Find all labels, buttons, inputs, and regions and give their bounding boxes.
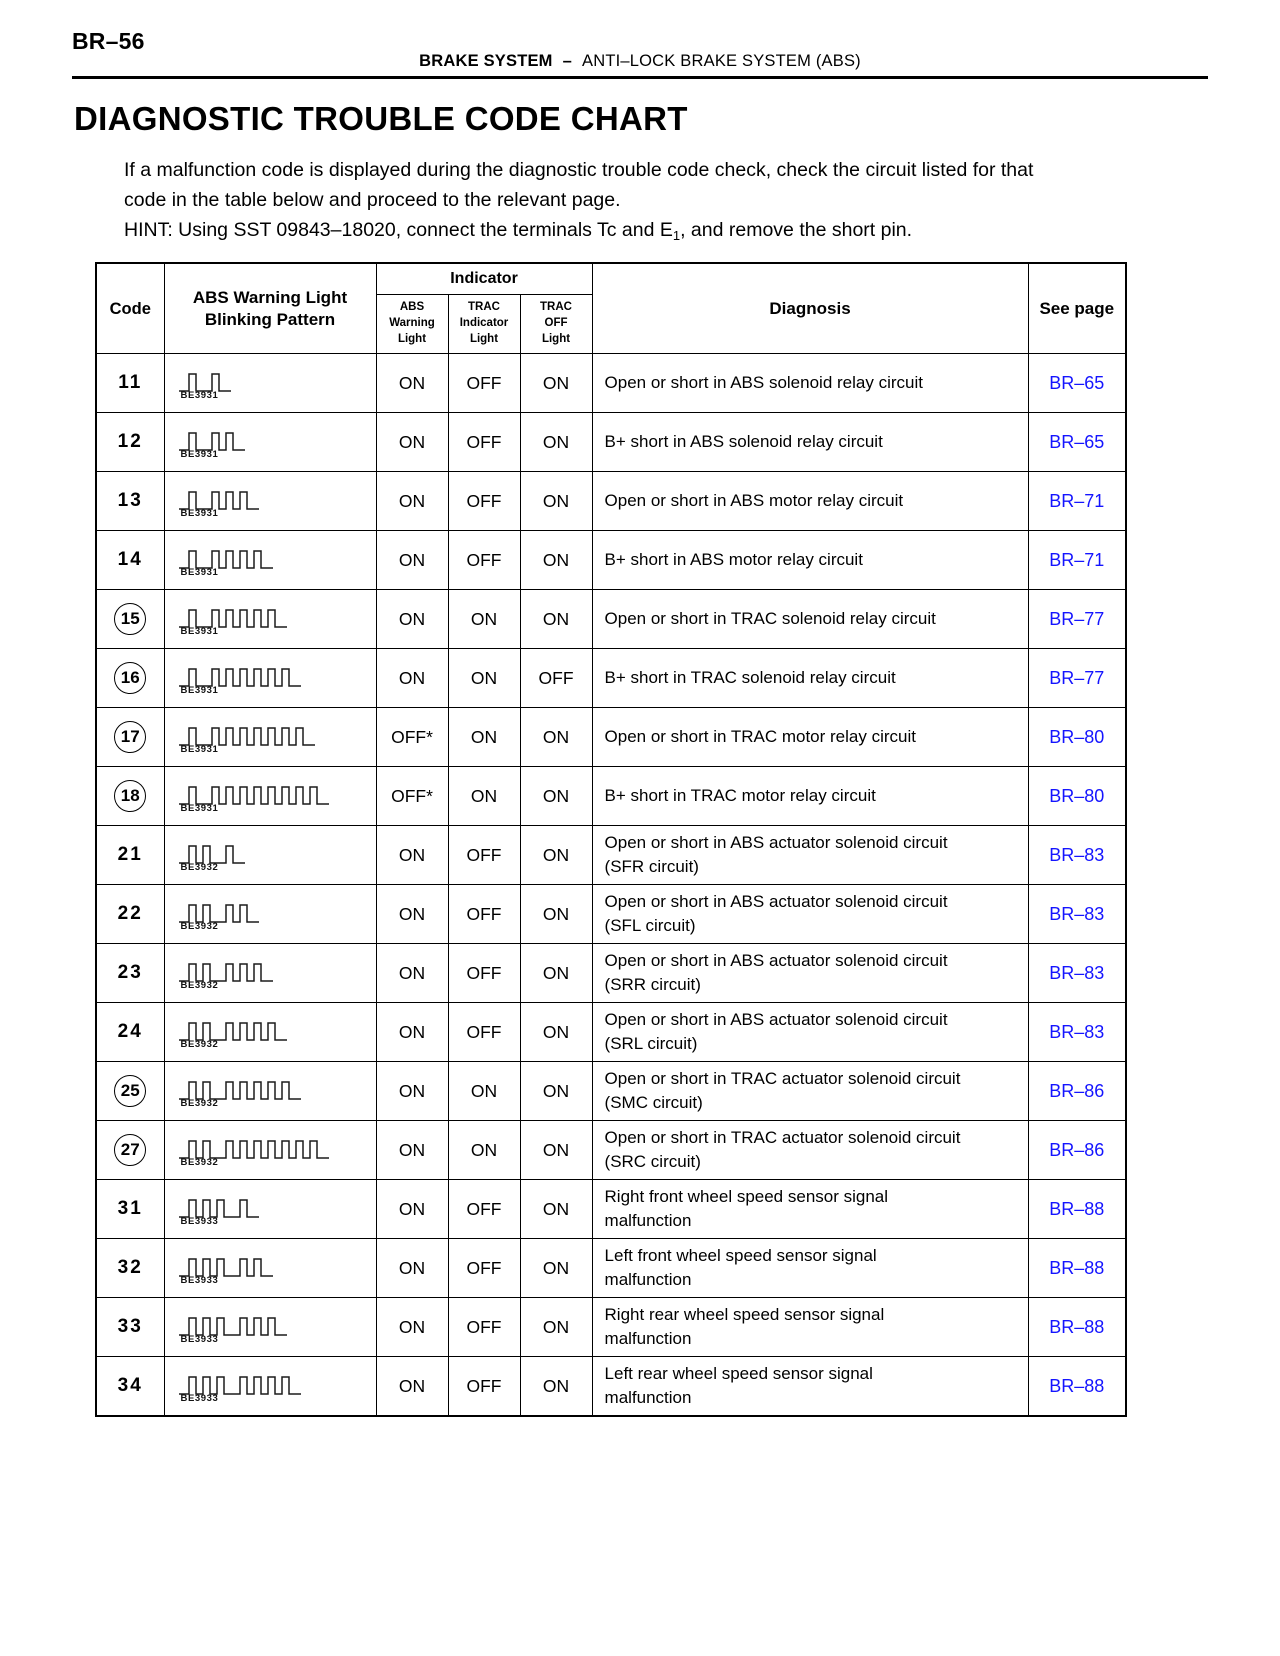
figure-reference: BE3931 <box>180 507 219 519</box>
cell-diagnosis <box>592 826 1028 885</box>
table-row <box>96 590 1126 649</box>
cell-trac-indicator-light: OFF <box>448 472 520 531</box>
diagnosis-line-2: malfunction <box>604 1388 692 1407</box>
diagnosis-line-2: malfunction <box>604 1270 692 1289</box>
table-row <box>96 354 1126 413</box>
cell-abs-warning-light: ON <box>376 885 448 944</box>
figure-reference: BE3932 <box>180 979 219 991</box>
cell-trac-indicator-light: ON <box>448 767 520 826</box>
intro-line-1: If a malfunction code is displayed during the diagnostic trouble code check, check the circuit listed for that <box>124 159 1034 181</box>
cell-trac-off-light: ON <box>520 1357 592 1417</box>
header-breadcrumb <box>0 52 1280 71</box>
cell-abs-warning-light: ON <box>376 590 448 649</box>
diagnosis-line-2: malfunction <box>604 1329 692 1348</box>
diagnosis-line-2: (SFL circuit) <box>604 916 696 935</box>
cell-blinking-pattern <box>164 944 376 1003</box>
diagnosis-line-1: Open or short in ABS actuator solenoid circuit <box>604 892 948 911</box>
cell-see-page[interactable]: BR–65 <box>1028 354 1126 413</box>
cell-trac-indicator-light: OFF <box>448 1357 520 1417</box>
diagnosis-line-1: Open or short in TRAC actuator solenoid circuit <box>604 1128 961 1147</box>
cell-code: 13 <box>96 472 164 531</box>
cell-diagnosis <box>592 413 1028 472</box>
cell-see-page[interactable]: BR–88 <box>1028 1357 1126 1417</box>
table-row <box>96 413 1126 472</box>
th-tracoff-l3: Light <box>541 333 571 345</box>
cell-trac-off-light: ON <box>520 826 592 885</box>
table-row <box>96 1357 1126 1417</box>
cell-trac-indicator-light: OFF <box>448 1239 520 1298</box>
cell-abs-warning-light: ON <box>376 1357 448 1417</box>
th-trac-l2: Indicator <box>459 317 509 329</box>
th-abs-l1: ABS <box>399 301 425 313</box>
cell-diagnosis <box>592 1239 1028 1298</box>
cell-trac-off-light: OFF <box>520 649 592 708</box>
th-code: Code <box>96 263 164 354</box>
diagnosis-line-2: malfunction <box>604 1211 692 1230</box>
cell-abs-warning-light: ON <box>376 944 448 1003</box>
code-circled: 17 <box>114 721 146 753</box>
figure-reference: BE3931 <box>180 448 219 460</box>
cell-trac-off-light: ON <box>520 590 592 649</box>
th-tracoff-l2: OFF <box>544 317 568 329</box>
cell-code: 33 <box>96 1298 164 1357</box>
cell-code <box>96 767 164 826</box>
cell-trac-indicator-light: ON <box>448 649 520 708</box>
table-row <box>96 944 1126 1003</box>
cell-abs-warning-light: ON <box>376 531 448 590</box>
diagnosis-line-2: (SRL circuit) <box>604 1034 698 1053</box>
diagnosis-line-1: Left rear wheel speed sensor signal <box>604 1364 873 1383</box>
cell-abs-warning-light: ON <box>376 649 448 708</box>
diagnosis-line-1: Open or short in ABS actuator solenoid circuit <box>604 833 948 852</box>
cell-blinking-pattern <box>164 1298 376 1357</box>
cell-see-page[interactable]: BR–77 <box>1028 649 1126 708</box>
cell-trac-off-light: ON <box>520 1062 592 1121</box>
cell-abs-warning-light: ON <box>376 826 448 885</box>
cell-blinking-pattern <box>164 531 376 590</box>
cell-blinking-pattern <box>164 354 376 413</box>
diagnosis-line-1: Open or short in TRAC motor relay circuit <box>604 727 916 746</box>
cell-code <box>96 708 164 767</box>
code-circled: 27 <box>114 1134 146 1166</box>
cell-abs-warning-light: ON <box>376 413 448 472</box>
cell-see-page[interactable]: BR–83 <box>1028 885 1126 944</box>
cell-blinking-pattern <box>164 885 376 944</box>
table-row <box>96 885 1126 944</box>
page-number: BR–56 <box>72 28 145 54</box>
intro-text <box>124 155 1208 247</box>
diagnosis-line-1: Open or short in TRAC solenoid relay circuit <box>604 609 936 628</box>
cell-diagnosis <box>592 354 1028 413</box>
diagnosis-line-1: Open or short in ABS actuator solenoid circuit <box>604 951 948 970</box>
table-head <box>96 263 1126 354</box>
cell-abs-warning-light: ON <box>376 472 448 531</box>
table-body <box>96 354 1126 1417</box>
th-diagnosis: Diagnosis <box>592 263 1028 354</box>
th-pattern-line-2: Blinking Pattern <box>204 309 336 329</box>
figure-reference: BE3933 <box>180 1333 219 1345</box>
cell-trac-indicator-light: OFF <box>448 885 520 944</box>
code-circled: 18 <box>114 780 146 812</box>
th-trac-l1: TRAC <box>468 301 500 313</box>
cell-see-page[interactable]: BR–83 <box>1028 944 1126 1003</box>
cell-diagnosis <box>592 885 1028 944</box>
header-rule <box>72 76 1208 79</box>
cell-code: 14 <box>96 531 164 590</box>
th-tracoff-l1: TRAC <box>540 301 572 313</box>
figure-reference: BE3931 <box>180 802 219 814</box>
intro-hint <box>124 215 1208 247</box>
code-circled: 25 <box>114 1075 146 1107</box>
th-blinking-pattern <box>164 263 376 354</box>
cell-diagnosis <box>592 708 1028 767</box>
cell-see-page[interactable]: BR–80 <box>1028 767 1126 826</box>
header-subsystem: ANTI–LOCK BRAKE SYSTEM (ABS) <box>582 52 861 70</box>
cell-trac-indicator-light: OFF <box>448 944 520 1003</box>
cell-code: 24 <box>96 1003 164 1062</box>
th-abs-l3: Light <box>397 333 427 345</box>
th-indicator: Indicator <box>376 263 592 295</box>
cell-diagnosis <box>592 472 1028 531</box>
cell-blinking-pattern <box>164 826 376 885</box>
figure-reference: BE3931 <box>180 389 219 401</box>
cell-blinking-pattern <box>164 767 376 826</box>
cell-code: 23 <box>96 944 164 1003</box>
figure-reference: BE3931 <box>180 743 219 755</box>
figure-reference: BE3933 <box>180 1215 219 1227</box>
figure-reference: BE3932 <box>180 1097 219 1109</box>
diagnosis-line-1: Open or short in TRAC actuator solenoid circuit <box>604 1069 961 1088</box>
cell-diagnosis <box>592 1003 1028 1062</box>
cell-trac-off-light: ON <box>520 472 592 531</box>
cell-abs-warning-light: ON <box>376 1180 448 1239</box>
cell-diagnosis <box>592 944 1028 1003</box>
header-separator: – <box>562 52 573 70</box>
figure-reference: BE3932 <box>180 1156 219 1168</box>
th-trac-indicator-light <box>448 295 520 354</box>
th-see-page: See page <box>1028 263 1126 354</box>
cell-code: 12 <box>96 413 164 472</box>
table-row <box>96 531 1126 590</box>
figure-reference: BE3931 <box>180 684 219 696</box>
cell-trac-off-light: ON <box>520 1180 592 1239</box>
diagnosis-line-1: B+ short in ABS motor relay circuit <box>604 550 863 569</box>
table-row <box>96 1003 1126 1062</box>
cell-blinking-pattern <box>164 708 376 767</box>
diagnosis-line-1: Open or short in ABS actuator solenoid circuit <box>604 1010 948 1029</box>
cell-trac-off-light: ON <box>520 531 592 590</box>
cell-blinking-pattern <box>164 1003 376 1062</box>
cell-abs-warning-light: ON <box>376 1121 448 1180</box>
diagnosis-line-1: B+ short in ABS solenoid relay circuit <box>604 432 883 451</box>
table-row <box>96 1062 1126 1121</box>
page-header <box>0 0 1280 70</box>
figure-reference: BE3932 <box>180 1038 219 1050</box>
cell-blinking-pattern <box>164 1062 376 1121</box>
cell-code <box>96 1121 164 1180</box>
cell-diagnosis <box>592 649 1028 708</box>
table-row <box>96 1180 1126 1239</box>
cell-abs-warning-light: OFF* <box>376 708 448 767</box>
cell-code <box>96 649 164 708</box>
diagnosis-line-1: Right front wheel speed sensor signal <box>604 1187 889 1206</box>
cell-see-page[interactable]: BR–80 <box>1028 708 1126 767</box>
diagnosis-line-2: (SFR circuit) <box>604 857 699 876</box>
cell-trac-indicator-light: ON <box>448 1121 520 1180</box>
cell-see-page[interactable]: BR–83 <box>1028 826 1126 885</box>
figure-reference: BE3933 <box>180 1274 219 1286</box>
cell-trac-off-light: ON <box>520 708 592 767</box>
cell-code: 11 <box>96 354 164 413</box>
code-circled: 15 <box>114 603 146 635</box>
table-header-row-1 <box>96 263 1126 295</box>
figure-reference: BE3932 <box>180 920 219 932</box>
cell-see-page[interactable]: BR–86 <box>1028 1121 1126 1180</box>
diagnostic-trouble-code-table <box>95 262 1127 1417</box>
cell-blinking-pattern <box>164 1121 376 1180</box>
figure-reference: BE3933 <box>180 1392 219 1404</box>
th-abs-warning-light <box>376 295 448 354</box>
header-system: BRAKE SYSTEM <box>419 52 553 70</box>
dtc-table-wrapper <box>95 262 1125 1417</box>
figure-reference: BE3932 <box>180 861 219 873</box>
cell-code: 31 <box>96 1180 164 1239</box>
cell-abs-warning-light: ON <box>376 1062 448 1121</box>
cell-diagnosis <box>592 1298 1028 1357</box>
intro-line-2: code in the table below and proceed to the relevant page. <box>124 189 621 211</box>
cell-trac-off-light: ON <box>520 885 592 944</box>
cell-trac-indicator-light: ON <box>448 708 520 767</box>
cell-blinking-pattern <box>164 1239 376 1298</box>
cell-trac-indicator-light: OFF <box>448 1003 520 1062</box>
cell-abs-warning-light: ON <box>376 1239 448 1298</box>
cell-trac-off-light: ON <box>520 767 592 826</box>
cell-see-page[interactable]: BR–88 <box>1028 1239 1126 1298</box>
diagnosis-line-1: Right rear wheel speed sensor signal <box>604 1305 885 1324</box>
page-title: DIAGNOSTIC TROUBLE CODE CHART <box>74 100 688 137</box>
figure-reference: BE3931 <box>180 625 219 637</box>
diagnosis-line-1: B+ short in TRAC solenoid relay circuit <box>604 668 896 687</box>
cell-see-page[interactable]: BR–88 <box>1028 1298 1126 1357</box>
cell-diagnosis <box>592 1357 1028 1417</box>
cell-trac-off-light: ON <box>520 944 592 1003</box>
diagnosis-line-1: Open or short in ABS solenoid relay circuit <box>604 373 923 392</box>
cell-see-page[interactable]: BR–77 <box>1028 590 1126 649</box>
cell-abs-warning-light: ON <box>376 354 448 413</box>
table-row <box>96 472 1126 531</box>
cell-trac-indicator-light: OFF <box>448 531 520 590</box>
cell-blinking-pattern <box>164 649 376 708</box>
cell-trac-off-light: ON <box>520 1121 592 1180</box>
cell-see-page[interactable]: BR–71 <box>1028 531 1126 590</box>
cell-trac-off-light: ON <box>520 413 592 472</box>
cell-blinking-pattern <box>164 1357 376 1417</box>
cell-trac-off-light: ON <box>520 1298 592 1357</box>
table-row <box>96 1239 1126 1298</box>
cell-see-page[interactable]: BR–83 <box>1028 1003 1126 1062</box>
figure-reference: BE3931 <box>180 566 219 578</box>
cell-diagnosis <box>592 1121 1028 1180</box>
cell-blinking-pattern <box>164 590 376 649</box>
cell-code <box>96 1062 164 1121</box>
cell-diagnosis <box>592 767 1028 826</box>
table-row <box>96 1298 1126 1357</box>
cell-diagnosis <box>592 531 1028 590</box>
cell-trac-off-light: ON <box>520 1239 592 1298</box>
cell-diagnosis <box>592 590 1028 649</box>
table-row <box>96 767 1126 826</box>
diagnosis-line-1: B+ short in TRAC motor relay circuit <box>604 786 876 805</box>
table-row <box>96 708 1126 767</box>
cell-code: 32 <box>96 1239 164 1298</box>
cell-blinking-pattern <box>164 472 376 531</box>
cell-trac-off-light: ON <box>520 354 592 413</box>
th-pattern-line-1: ABS Warning Light <box>192 287 348 307</box>
cell-see-page[interactable]: BR–71 <box>1028 472 1126 531</box>
hint-prefix: HINT: Using SST 09843–18020, connect the terminals Tc and E <box>124 219 673 241</box>
cell-abs-warning-light: ON <box>376 1003 448 1062</box>
cell-trac-indicator-light: ON <box>448 1062 520 1121</box>
cell-trac-indicator-light: OFF <box>448 826 520 885</box>
cell-diagnosis <box>592 1062 1028 1121</box>
cell-see-page[interactable]: BR–86 <box>1028 1062 1126 1121</box>
cell-trac-indicator-light: OFF <box>448 354 520 413</box>
cell-trac-indicator-light: OFF <box>448 1180 520 1239</box>
cell-abs-warning-light: ON <box>376 1298 448 1357</box>
cell-code: 21 <box>96 826 164 885</box>
table-row <box>96 1121 1126 1180</box>
diagnosis-line-2: (SRC circuit) <box>604 1152 701 1171</box>
table-row <box>96 826 1126 885</box>
diagnosis-line-1: Open or short in ABS motor relay circuit <box>604 491 904 510</box>
th-abs-l2: Warning <box>389 317 435 329</box>
cell-see-page[interactable]: BR–65 <box>1028 413 1126 472</box>
diagnosis-line-1: Left front wheel speed sensor signal <box>604 1246 877 1265</box>
cell-code: 22 <box>96 885 164 944</box>
cell-code <box>96 590 164 649</box>
th-trac-off-light <box>520 295 592 354</box>
diagnosis-line-2: (SMC circuit) <box>604 1093 703 1112</box>
cell-blinking-pattern <box>164 413 376 472</box>
cell-code: 34 <box>96 1357 164 1417</box>
cell-abs-warning-light: OFF* <box>376 767 448 826</box>
cell-see-page[interactable]: BR–88 <box>1028 1180 1126 1239</box>
cell-trac-indicator-light: OFF <box>448 1298 520 1357</box>
table-row <box>96 649 1126 708</box>
diagnosis-line-2: (SRR circuit) <box>604 975 701 994</box>
cell-blinking-pattern <box>164 1180 376 1239</box>
th-trac-l3: Light <box>469 333 499 345</box>
hint-suffix: , and remove the short pin. <box>680 219 913 241</box>
code-circled: 16 <box>114 662 146 694</box>
cell-diagnosis <box>592 1180 1028 1239</box>
cell-trac-indicator-light: OFF <box>448 413 520 472</box>
cell-trac-indicator-light: ON <box>448 590 520 649</box>
cell-trac-off-light: ON <box>520 1003 592 1062</box>
hint-subscript: 1 <box>672 228 681 243</box>
